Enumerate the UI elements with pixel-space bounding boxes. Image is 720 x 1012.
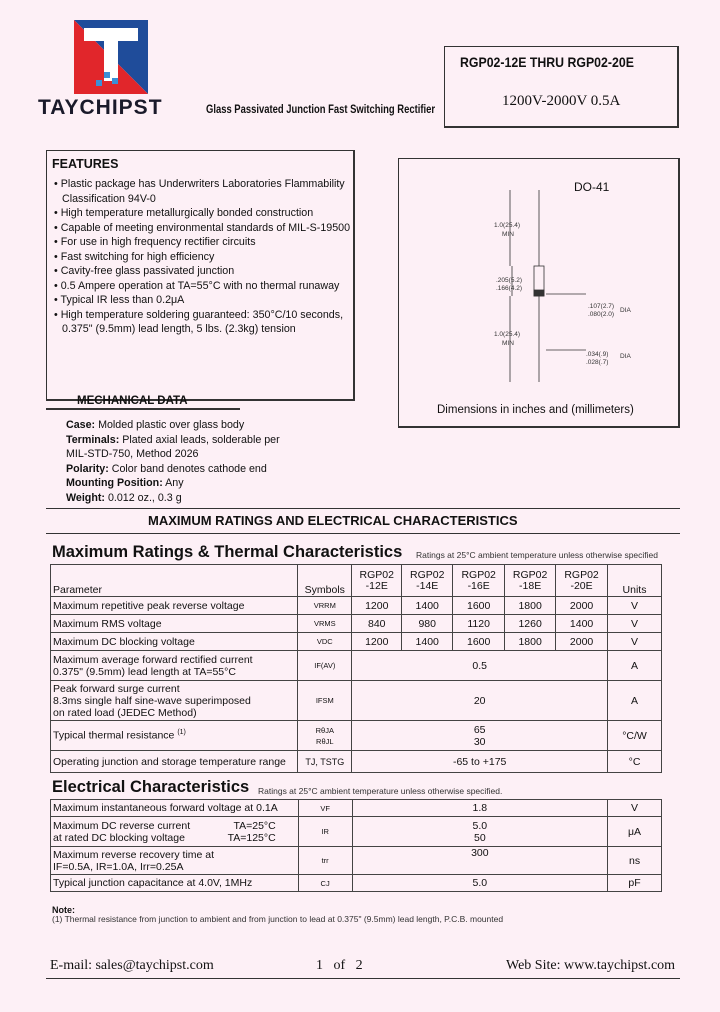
feature-item: • Typical IR less than 0.2μA [54,294,185,306]
footer-divider [46,978,680,979]
dim-lead-dia-1: .034(.9) [586,351,609,358]
electrical-title: Electrical Characteristics [52,778,250,796]
part-spec: 1200V-2000V 0.5A [502,93,621,109]
electrical-condition: Ratings at 25°C ambient temperature unless otherwise specified. [258,786,503,796]
table-row: Maximum DC blocking voltage VDC 1200 1400 1600 1800 2000 V [51,633,662,651]
mechanical-list [66,418,296,505]
mechanical-item: Case: Molded plastic over glass body [66,419,245,431]
dim-lead-bot: 1.0(25.4) [494,331,521,338]
mechanical-item: Weight: 0.012 oz., 0.3 g [66,491,182,504]
package-drawing [400,170,676,390]
footer-email: E-mail: sales@taychipst.com [50,958,214,973]
dim-lead-dia-label: DIA [620,353,631,360]
note-heading: Note: [52,905,75,915]
brand-name: TAYCHIPST [38,96,163,119]
taychipst-logo [74,20,148,94]
table-row: Parameter Symbols RGP02 -12E RGP02 -14E RGP02 -16E RGP02 -18E RGP02 -20E Units [51,565,662,597]
ratings-table [50,564,662,773]
feature-item: • Capable of meeting environmental standards of MIL-S-19500 [54,221,351,234]
dim-lead-dia-2: .028(.7) [586,359,609,366]
table-row: Maximum instantaneous forward voltage at 0.1A VF 1.8 V [51,800,662,817]
feature-item: • For use in high frequency rectifier circuits [54,236,256,248]
table-row: Typical thermal resistance $^{(1)}$ RθJA RθJL 65 30 °C/W [51,721,662,751]
mechanical-heading: MECHANICAL DATA [77,395,188,407]
table-row: Maximum DC reverse current TA=25°C at rated DC blocking voltage TA=125°C IR 5.0 50 μA [51,817,662,847]
features-list [54,177,354,337]
feature-item: • Plastic package has Underwriters Laboratories Flammability Classification 94V-0 [54,178,345,205]
table-row: Peak forward surge current 8.3ms single half sine-wave superimposed on rated load (JEDEC Method) IFSM 20 A [51,681,662,721]
table-row: Operating junction and storage temperature range TJ, TSTG -65 to +175 °C [51,751,662,773]
dim-lead-top: 1.0(25.4) [494,222,521,229]
mechanical-item: Mounting Position: Any [66,477,184,489]
product-subtitle: Glass Passivated Junction Fast Switching Rectifier [206,104,436,116]
table-row: Maximum repetitive peak reverse voltage VRRM 1200 1400 1600 1800 2000 V [51,597,662,615]
ratings-title: Maximum Ratings & Thermal Characteristics [52,543,403,561]
feature-item: • Cavity-free glass passivated junction [54,265,235,277]
dimension-note: Dimensions in inches and (millimeters) [437,404,634,416]
table-row: Typical junction capacitance at 4.0V, 1MHz CJ 5.0 pF [51,875,662,892]
dim-body-dia-2: .080(2.0) [588,311,615,318]
footer-page: 1 of 2 [316,958,363,973]
feature-item: • 0.5 Ampere operation at TA=55°C with no thermal runaway [54,279,340,292]
note-text: (1) Thermal resistance from junction to ambient and from junction to lead at 0.375" (9.5mm) lead length, P.C.B. mounted [52,914,504,924]
dim-lead-bot-min: MIN [502,340,514,347]
mechanical-item: Terminals: Plated axial leads, solderable per MIL-STD-750, Method 2026 [66,433,280,460]
table-row: Maximum reverse recovery time at IF=0.5A, IR=1.0A, Irr=0.25A trr 300 ns [51,847,662,875]
table-row: Maximum RMS voltage VRMS 840 980 1120 1260 1400 V [51,615,662,633]
section-title: MAXIMUM RATINGS AND ELECTRICAL CHARACTERISTICS [148,513,518,528]
dim-body-len-1: .205(5.2) [496,277,523,284]
dim-body-dia-1: .107(2.7) [588,303,615,310]
feature-item: • High temperature metallurgically bonded construction [54,207,314,219]
ratings-condition: Ratings at 25°C ambient temperature unless otherwise specified [416,550,658,560]
dim-body-dia-label: DIA [620,307,631,314]
electrical-table [50,799,662,892]
dim-body-len-2: .166(4.2) [496,285,523,292]
package-name: DO-41 [574,180,610,194]
features-heading: FEATURES [52,157,119,171]
feature-item: • Fast switching for high efficiency [54,250,215,263]
dim-lead-top-min: MIN [502,231,514,238]
mechanical-item: Polarity: Color band denotes cathode end [66,462,267,475]
footer-website: Web Site: www.taychipst.com [506,958,676,973]
table-row: Maximum average forward rectified current 0.375" (9.5mm) lead length at TA=55°C IF(AV) 0.5 A [51,651,662,681]
mechanical-divider [46,408,240,410]
feature-item: • High temperature soldering guaranteed: 350°C/10 seconds, 0.375" (9.5mm) lead length, 5 lbs. (2.3kg) tension [54,308,344,335]
part-title: RGP02-12E THRU RGP02-20E [460,54,634,70]
